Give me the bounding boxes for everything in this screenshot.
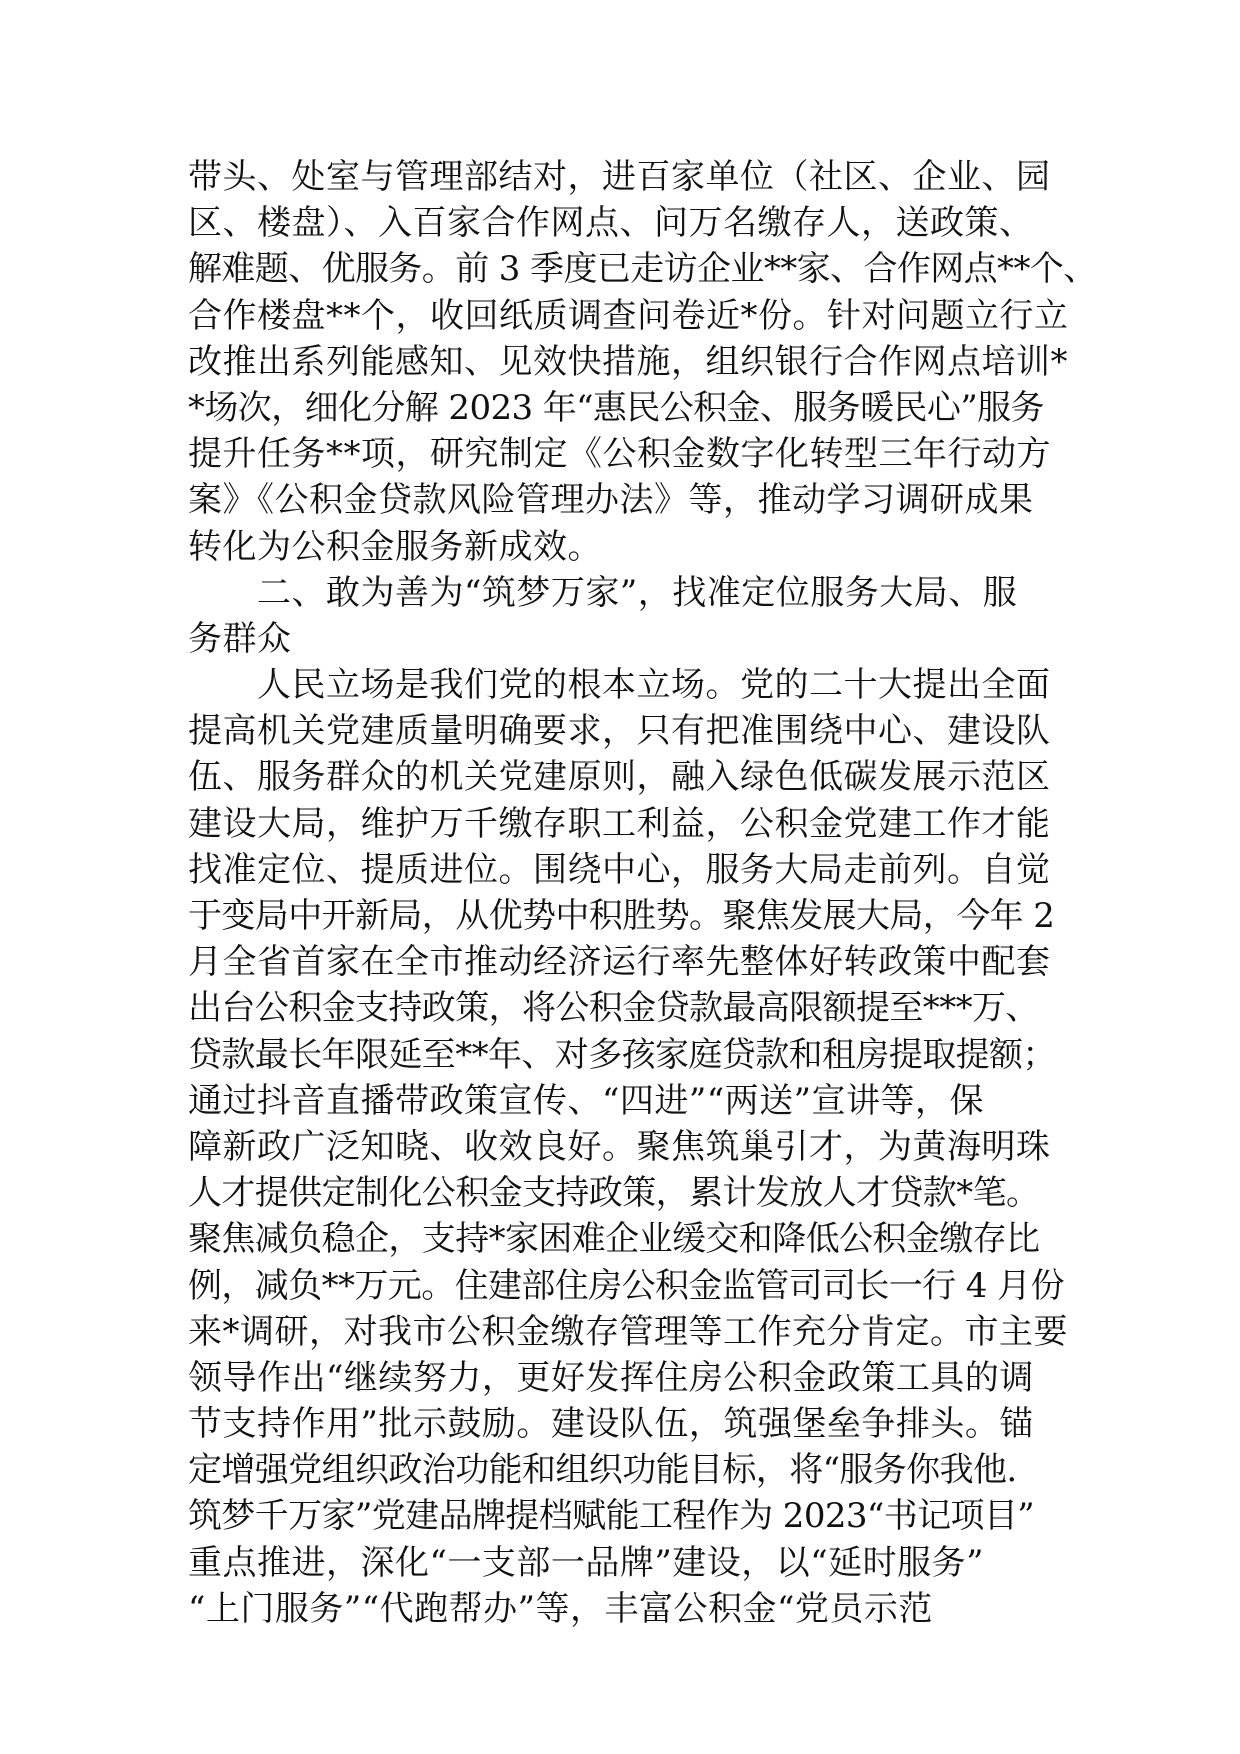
text-line: “上门服务”“代跑帮办”等，丰富公积金“党员示范 [188, 1588, 933, 1629]
text-line: 月全省首家在全市推动经济运行率先整体好转政策中配套 [188, 942, 1051, 983]
text-line: 找准定位、提质进位。围绕中心，服务大局走前列。自觉 [188, 849, 1051, 890]
text-line: 例，减负**万元。住建部住房公积金监管司司长一行 4 月份 [188, 1265, 1064, 1306]
section-heading: 二、敢为善为“筑梦万家”，找准定位服务大局、服 [188, 572, 1018, 613]
text-line: 伍、服务群众的机关党建原则，融入绿色低碳发展示范区 [188, 757, 1051, 798]
text-line: 案》《公积金贷款风险管理办法》等，推动学习调研成果 [188, 480, 1034, 521]
text-line: *场次，细化分解 2023 年“惠民公积金、服务暖民心”服务 [188, 387, 1044, 428]
section-heading: 务群众 [188, 618, 292, 659]
body-text [188, 154, 1097, 1632]
text-line: 筑梦千万家”党建品牌提档赋能工程作为 2023“书记项目” [188, 1496, 1035, 1537]
text-line: 通过抖音直播带政策宣传、“四进”“两送”宣讲等，保 [188, 1080, 985, 1121]
text-line: 人才提供定制化公积金支持政策，累计发放人才贷款*笔。 [188, 1173, 1040, 1214]
text-line: 提升任务**项，研究制定《公积金数字化转型三年行动方 [188, 434, 1051, 475]
text-line: 提高机关党建质量明确要求，只有把准围绕中心、建设队 [188, 711, 1051, 752]
text-line: 节支持作用”批示鼓励。建设队伍，筑强堡垒争排头。锚 [188, 1404, 1034, 1445]
text-line: 重点推进，深化“一支部一品牌”建设，以“延时服务” [188, 1542, 985, 1583]
text-line: 人民立场是我们党的根本立场。党的二十大提出全面 [188, 665, 1051, 706]
text-line: 来*调研，对我市公积金缴存管理等工作充分肯定。市主要 [188, 1311, 1068, 1352]
text-line: 出台公积金支持政策，将公积金贷款最高限额提至***万、 [188, 988, 1039, 1029]
text-line: 聚焦减负稳企，支持*家困难企业缓交和降低公积金缴存比 [188, 1219, 1040, 1260]
text-line: 障新政广泛知晓、收效良好。聚焦筑巢引才，为黄海明珠 [188, 1126, 1051, 1167]
text-line: 建设大局，维护万千缴存职工利益，公积金党建工作才能 [188, 803, 1051, 844]
text-line: 领导作出“继续努力，更好发挥住房公积金政策工具的调 [188, 1357, 1034, 1398]
text-line: 区、楼盘）、入百家合作网点、问万名缴存人，送政策、 [188, 203, 1034, 244]
text-line: 合作楼盘**个，收回纸质调查问卷近*份。针对问题立行立 [188, 295, 1069, 336]
text-line: 带头、处室与管理部结对，进百家单位（社区、企业、园 [188, 157, 1051, 197]
text-line: 解难题、优服务。前 3 季度已走访企业**家、合作网点**个、 [188, 249, 1097, 290]
text-line: 改推出系列能感知、见效快措施，组织银行合作网点培训* [188, 341, 1068, 382]
text-line: 转化为公积金服务新成效。 [188, 526, 602, 567]
text-line: 贷款最长年限延至**年、对多孩家庭贷款和租房提取提额； [188, 1034, 1056, 1075]
text-line: 于变局中开新局，从优势中积胜势。聚焦发展大局，今年 2 [188, 896, 1055, 936]
text-line: 定增强党组织政治功能和组织功能目标，将“服务你我他. [188, 1450, 1017, 1491]
